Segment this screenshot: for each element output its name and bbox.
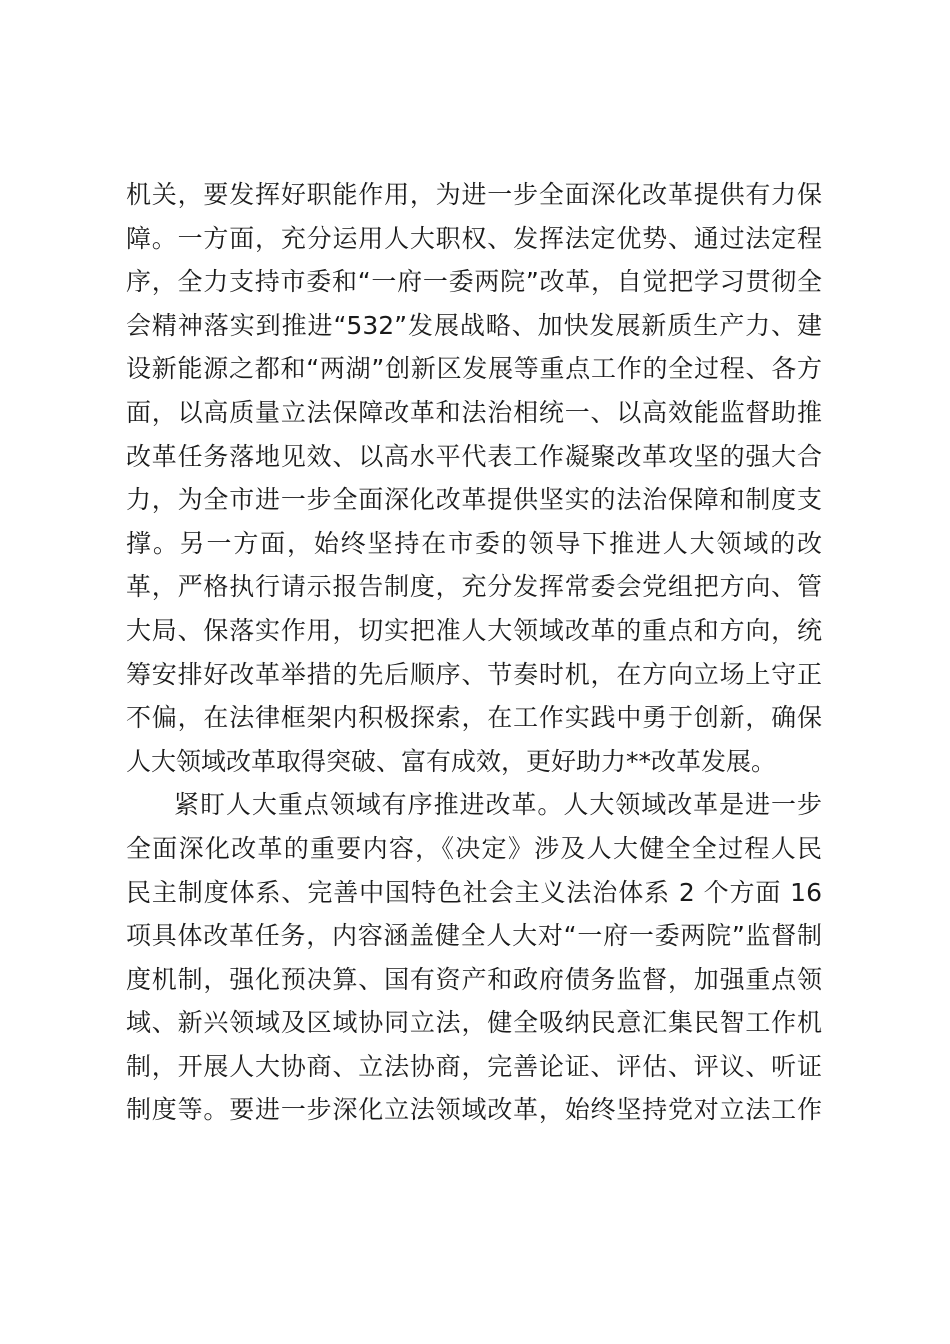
text-line: 改革任务落地见效、以高水平代表工作凝聚改革攻坚的强大合: [126, 441, 822, 471]
text-line: 序，全力支持市委和“一府一委两院”改革，自觉把学习贯彻全: [126, 267, 822, 297]
text-line: 不偏，在法律框架内积极探索，在工作实践中勇于创新，确保: [126, 703, 822, 733]
text-line: 设新能源之都和“两湖”创新区发展等重点工作的全过程、各方: [126, 354, 822, 384]
text-line: 民主制度体系、完善中国特色社会主义法治体系 2 个方面 16: [126, 877, 822, 907]
text-line: 项具体改革任务，内容涵盖健全人大对“一府一委两院”监督制: [126, 921, 822, 951]
text-line: 力，为全市进一步全面深化改革提供坚实的法治保障和制度支: [126, 485, 822, 515]
text-line: 会精神落实到推进“532”发展战略、加快发展新质生产力、建: [126, 310, 822, 340]
text-line: 全面深化改革的重要内容，《决定》涉及人大健全全过程人民: [126, 833, 822, 863]
text-line: 筹安排好改革举措的先后顺序、节奏时机，在方向立场上守正: [126, 659, 822, 689]
text-line: 障。一方面，充分运用人大职权、发挥法定优势、通过法定程: [126, 223, 822, 253]
text-line: 域、新兴领域及区域协同立法，健全吸纳民意汇集民智工作机: [126, 1008, 822, 1038]
text-line: 制度等。要进一步深化立法领域改革，始终坚持党对立法工作: [126, 1095, 822, 1125]
text-line: 人大领域改革取得突破、富有成效，更好助力**改革发展。: [126, 746, 777, 776]
text-line: 面，以高质量立法保障改革和法治相统一、以高效能监督助推: [126, 397, 822, 427]
text-line: 革，严格执行请示报告制度，充分发挥常委会党组把方向、管: [126, 572, 822, 602]
document-body: [126, 173, 822, 1132]
text-line: 大局、保落实作用，切实把准人大领域改革的重点和方向，统: [126, 615, 822, 645]
text-line: 制，开展人大协商、立法协商，完善论证、评估、评议、听证: [126, 1051, 822, 1081]
text-line: 撑。另一方面，始终坚持在市委的领导下推进人大领域的改: [126, 528, 822, 558]
paragraph-heading-line: 紧盯人大重点领域有序推进改革。人大领域改革是进一步: [174, 790, 822, 820]
text-line: 度机制，强化预决算、国有资产和政府债务监督，加强重点领: [126, 964, 822, 994]
text-line: 机关，要发挥好职能作用，为进一步全面深化改革提供有力保: [126, 180, 822, 209]
